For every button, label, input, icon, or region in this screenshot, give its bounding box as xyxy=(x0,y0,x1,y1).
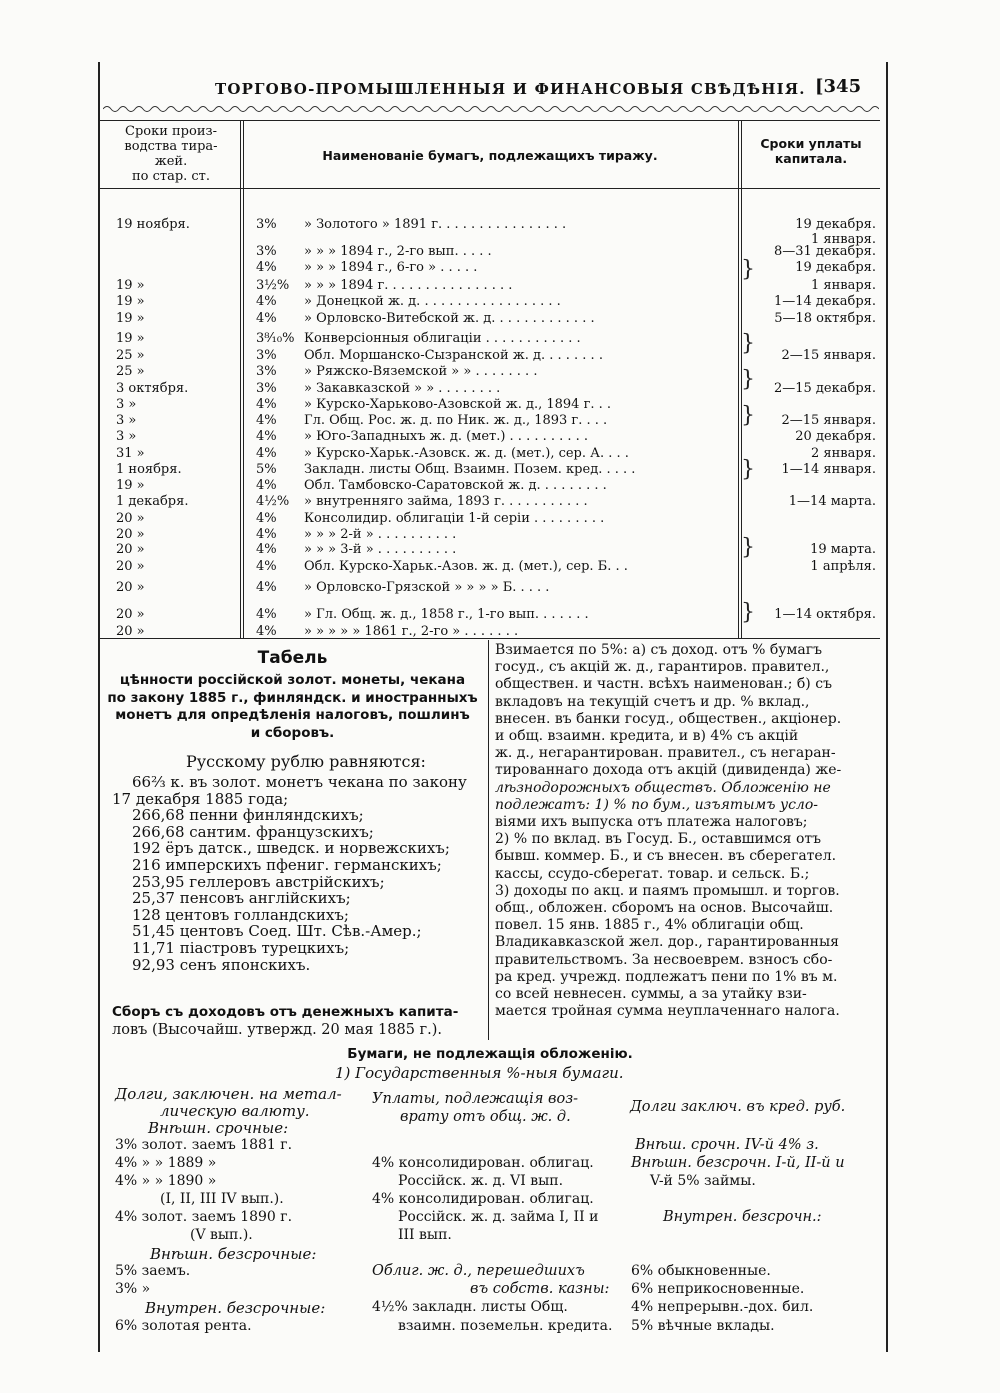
column-header-name: Наименованіе бумагъ, подлежащихъ тиражу. xyxy=(322,148,658,163)
row-security-name: » » » » » 1861 г., 2-го » . . . . . . . xyxy=(304,624,519,639)
paragraph-line: и общ. взаимн. кредита, и в) 4% съ акцій xyxy=(495,728,799,745)
column-header-dates: Сроки произ- водства тира- жей. по стар. ст. xyxy=(124,124,218,184)
table-row xyxy=(100,257,880,282)
row-security-name: » » » 1894 г., 2-го вып. . . . . xyxy=(304,244,492,259)
brace: } xyxy=(741,331,755,356)
row-percent: 3% xyxy=(256,364,277,379)
col2-line: Россійск. ж. д. VI вып. xyxy=(398,1173,564,1189)
row-security-name: » Курско-Харьково-Азовской ж. д., 1894 г. . . xyxy=(304,397,612,412)
paragraph-line: 2) % по вклад. въ Госуд. Б., оставшимся отъ xyxy=(495,831,822,848)
row-security-name: Закладн. листы Общ. Взаимн. Позем. кред. . . . . xyxy=(304,462,636,477)
row-date: 19 ноября. xyxy=(116,217,190,232)
row-payment-term: 1—14 марта. xyxy=(788,494,876,509)
tabel-item: 192 ёръ датск., шведск. и норвежскихъ; xyxy=(132,839,450,858)
row-payment-term: 19 марта. xyxy=(810,542,876,557)
col2-line: врату отъ общ. ж. д. xyxy=(400,1109,571,1125)
tabel-item: 253,95 геллеровъ австрійскихъ; xyxy=(132,872,385,891)
table-row xyxy=(100,494,880,512)
brace: } xyxy=(741,600,755,625)
col1-line: 4% золот. заемъ 1890 г. xyxy=(115,1209,293,1225)
row-percent: 4% xyxy=(256,580,277,595)
col3-line: 4% непрерывн.-дох. бил. xyxy=(631,1299,814,1315)
row-percent: 4% xyxy=(256,559,277,574)
row-percent: 4% xyxy=(256,511,277,526)
row-percent: 4% xyxy=(256,311,277,326)
row-percent: 3% xyxy=(256,348,277,363)
row-percent: 4% xyxy=(256,260,277,275)
row-security-name: » внутренняго займа, 1893 г. . . . . . . . . . . xyxy=(304,494,588,509)
row-security-name: » Орловско-Витебской ж. д. . . . . . . . . . . . . xyxy=(304,311,595,326)
col1-line: 6% золотая рента. xyxy=(115,1318,252,1334)
table-row xyxy=(100,580,880,598)
row-percent: 3% xyxy=(256,244,277,259)
brace: } xyxy=(741,257,755,282)
column-header-payment: Сроки уплаты капитала. xyxy=(760,136,862,166)
paragraph-line: госуд., съ акцій ж. д., гарантиров. правител., xyxy=(495,659,830,676)
col1-line: 4% » » 1889 » xyxy=(115,1155,217,1171)
page-number: [345 xyxy=(815,76,862,97)
paragraph-line: мается тройная сумма неуплаченнаго налога. xyxy=(495,1003,840,1020)
row-payment-term: 20 декабря. xyxy=(795,429,876,444)
bottom-subtitle: 1) Государственныя %-ныя бумаги. xyxy=(335,1064,624,1082)
row-payment-term: 1 января. xyxy=(811,232,876,247)
row-security-name: » Ряжско-Вяземской » » . . . . . . . . xyxy=(304,364,538,379)
running-header: ТОРГОВО-ПРОМЫШЛЕННЫЯ И ФИНАНСОВЫЯ СВѢДѢНІЯ. xyxy=(215,80,806,98)
row-security-name: Конверсіонныя облигаціи . . . . . . . . . . . . xyxy=(304,331,581,346)
row-date: 31 » xyxy=(116,446,145,461)
tabel-item: 216 имперскихъ пфениг. германскихъ; xyxy=(132,855,442,874)
row-security-name: » Орловско-Грязской » » » » Б. . . . . xyxy=(304,580,550,595)
row-percent: 3⁸⁄₁₀% xyxy=(256,331,295,346)
tabel-subtitle: цѣнности россійской золот. монеты, чекана по закону 1885 г., финляндск. и иностранныхъ монетъ для опредѣленія налоговъ, пошлинъ и сборовъ. xyxy=(107,672,478,741)
col3-line: Внутрен. безсрочн.: xyxy=(663,1209,822,1225)
row-date: 20 » xyxy=(116,511,145,526)
paragraph-line: бывш. коммер. Б., и съ внесен. въ сберегател. xyxy=(495,848,837,865)
row-percent: 5% xyxy=(256,462,277,477)
paragraph-line: обществен. и частн. всѣхъ наименован.; б) съ xyxy=(495,676,832,693)
row-date: 20 » xyxy=(116,607,145,622)
row-security-name: » » » 2-й » . . . . . . . . . . xyxy=(304,527,457,542)
row-security-name: » Золотого » 1891 г. . . . . . . . . . . . . . . . xyxy=(304,217,567,232)
row-percent: 4% xyxy=(256,542,277,557)
row-percent: 4% xyxy=(256,478,277,493)
col1-line: Внутрен. безсрочные: xyxy=(145,1299,326,1317)
row-percent: 4% xyxy=(256,607,277,622)
col2-line: въ собств. казны: xyxy=(470,1281,610,1297)
row-security-name: » Донецкой ж. д. . . . . . . . . . . . . . . . . . xyxy=(304,294,561,309)
row-date: 19 » xyxy=(116,331,145,346)
row-payment-term: 2—15 января. xyxy=(781,348,876,363)
row-payment-term: 1—14 декабря. xyxy=(773,294,876,309)
table-top-rule xyxy=(100,120,880,121)
col1-line: 3% » xyxy=(115,1281,151,1297)
row-percent: 4% xyxy=(256,294,277,309)
row-percent: 3% xyxy=(256,217,277,232)
row-date: 20 » xyxy=(116,624,145,639)
col1-line: Долги, заключен. на метал- xyxy=(115,1085,342,1103)
tabel-item: 11,71 піастровъ турецкихъ; xyxy=(132,938,350,957)
row-date: 19 » xyxy=(116,311,145,326)
tabel-item: 266,68 сантим. французскихъ; xyxy=(132,822,374,841)
col2-line: Уплаты, подлежащія воз- xyxy=(372,1091,579,1107)
tabel-item: 17 декабря 1885 года; xyxy=(112,789,289,808)
table-bottom-rule xyxy=(100,638,880,639)
brace: } xyxy=(741,535,755,560)
brace: } xyxy=(741,367,755,392)
table-row xyxy=(100,364,880,382)
table-row xyxy=(100,294,880,312)
tabel-title: Табель xyxy=(257,648,328,668)
tabel-item: 25,37 пенсовъ англійскихъ; xyxy=(132,889,351,908)
table-row xyxy=(100,311,880,329)
col1-line: 5% заемъ. xyxy=(115,1263,191,1279)
row-security-name: » » » 1894 г., 6-го » . . . . . xyxy=(304,260,478,275)
paragraph-line: вкладовъ на текущій счетъ и др. % вклад., xyxy=(495,693,810,710)
row-percent: 3½% xyxy=(256,278,290,293)
tabel-list xyxy=(112,774,484,973)
col3-line: Внѣш. срочн. IV-й 4% з. xyxy=(635,1137,819,1153)
row-payment-term: 8—31 декабря. xyxy=(773,244,876,259)
wavy-rule xyxy=(103,104,879,114)
row-payment-term: 1—14 января. xyxy=(781,462,876,477)
row-percent: 4% xyxy=(256,527,277,542)
row-payment-term: 19 декабря. xyxy=(795,217,876,232)
row-percent: 4% xyxy=(256,429,277,444)
col2-line: 4½% закладн. листы Общ. xyxy=(372,1299,568,1315)
col2-line: III вып. xyxy=(398,1227,452,1243)
sbor-tail: ловъ (Высочайш. утвержд. 20 мая 1885 г.). xyxy=(112,1022,443,1038)
paragraph-line: правительствомъ. За несвоеврем. взносъ сбо- xyxy=(495,951,833,968)
row-date: 20 » xyxy=(116,542,145,557)
tabel-item: 66⅔ к. въ золот. монетъ чекана по закону xyxy=(132,773,467,791)
paragraph-line: повел. 15 янв. 1885 г., 4% облигаціи общ. xyxy=(495,917,804,934)
tabel-item: 92,93 сенъ японскихъ. xyxy=(132,955,311,974)
table-row xyxy=(100,559,880,577)
col1-line: (I, II, III IV вып.). xyxy=(160,1191,284,1207)
row-security-name: » Закавказской » » . . . . . . . . xyxy=(304,381,501,396)
paragraph-line: подлежатъ: 1) % по бум., изъятымъ усло- xyxy=(495,796,818,813)
row-date: 19 » xyxy=(116,478,145,493)
brace: } xyxy=(741,403,755,428)
row-percent: 4% xyxy=(256,624,277,639)
paragraph-line: віями ихъ выпуска отъ платежа налоговъ; xyxy=(495,814,808,831)
row-security-name: Обл. Моршанско-Сызранской ж. д. . . . . . . . xyxy=(304,348,603,363)
paragraph-line: ра кред. учрежд. подлежатъ пени по 1% въ м. xyxy=(495,968,838,985)
row-date: 19 » xyxy=(116,294,145,309)
row-percent: 4½% xyxy=(256,494,290,509)
row-date: 25 » xyxy=(116,364,145,379)
row-percent: 4% xyxy=(256,397,277,412)
tabel-intro: Русскому рублю равняются: xyxy=(186,752,426,771)
tabel-item: 128 центовъ голландскихъ; xyxy=(132,905,349,924)
table-row xyxy=(100,429,880,447)
row-security-name: » » » 3-й » . . . . . . . . . . xyxy=(304,542,457,557)
col3-line: 6% неприкосновенные. xyxy=(631,1281,805,1297)
paragraph-line: ж. д., негарантирован. правител., съ негаран- xyxy=(495,745,836,762)
col2-line: Облиг. ж. д., перешедшихъ xyxy=(372,1263,585,1279)
row-payment-term: 1 января. xyxy=(811,278,876,293)
col1-line: 4% » » 1890 » xyxy=(115,1173,217,1189)
paragraph-line: кассы, ссудо-сберегат. товар. и сельск. Б.; xyxy=(495,865,810,882)
row-security-name: Обл. Курско-Харьк.-Азов. ж. д. (мет.), сер. Б. . . xyxy=(304,559,628,574)
row-date: 1 ноября. xyxy=(116,462,182,477)
tax-paragraph xyxy=(495,642,880,1020)
row-date: 20 » xyxy=(116,580,145,595)
col2-line: Россійск. ж. д. займа I, II и xyxy=(398,1209,599,1225)
table-header-rule xyxy=(100,188,880,189)
paragraph-line: общ., обложен. сборомъ на основ. Высочайш. xyxy=(495,900,834,917)
col1-line: Внѣшн. срочные: xyxy=(148,1119,289,1137)
paragraph-line: Взимается по 5%: а) съ доход. отъ % бумагъ xyxy=(495,642,823,658)
paragraph-line: лѣзнодорожныхъ обществъ. Обложенію не xyxy=(495,779,831,796)
row-security-name: Обл. Тамбовско-Саратовской ж. д. . . . . . . . . xyxy=(304,478,607,493)
table-row xyxy=(100,600,880,625)
row-security-name: » Гл. Общ. ж. д., 1858 г., 1-го вып. . . . . . . xyxy=(304,607,589,622)
col1-line: 3% золот. заемъ 1881 г. xyxy=(115,1137,293,1153)
row-security-name: » Курско-Харьк.-Азовск. ж. д. (мет.), сер. А. . . . xyxy=(304,446,629,461)
paragraph-line: со всей невнесен. суммы, а за утайку взи- xyxy=(495,986,807,1003)
col1-line: Внѣшн. безсрочные: xyxy=(150,1245,317,1263)
tabel-item: 51,45 центовъ Соед. Шт. Сѣв.-Амер.; xyxy=(132,922,422,941)
row-date: 3 октября. xyxy=(116,381,189,396)
row-date: 1 декабря. xyxy=(116,494,189,509)
col3-line: Внѣшн. безсрочн. I-й, II-й и xyxy=(631,1155,845,1171)
col2-line: взаимн. поземельн. кредита. xyxy=(398,1318,613,1334)
paragraph-line: Владикавказской жел. дор., гарантированныя xyxy=(495,934,839,951)
row-percent: 4% xyxy=(256,413,277,428)
row-date: 3 » xyxy=(116,429,137,444)
col3-line: Долги заключ. въ кред. руб. xyxy=(630,1099,846,1115)
sbor-title: Сборъ съ доходовъ отъ денежныхъ капита- xyxy=(112,1004,459,1020)
row-percent: 3% xyxy=(256,381,277,396)
row-payment-term: 5—18 октября. xyxy=(774,311,876,326)
tabel-item: 266,68 пенни финляндскихъ; xyxy=(132,806,364,825)
row-payment-term: 2—15 января. xyxy=(781,413,876,428)
col1-line: (V вып.). xyxy=(190,1227,253,1243)
row-security-name: Консолидир. облигаціи 1-й серіи . . . . . . . . . xyxy=(304,511,605,526)
row-date: 3 » xyxy=(116,413,137,428)
table-row xyxy=(100,535,880,560)
row-date: 3 » xyxy=(116,397,137,412)
table-row xyxy=(100,624,880,642)
brace: } xyxy=(741,457,755,482)
paragraph-line: тированнаго дохода отъ акцій (дивиденда) же- xyxy=(495,762,842,779)
row-security-name: » Юго-Западныхъ ж. д. (мет.) . . . . . . . . . . xyxy=(304,429,589,444)
row-payment-term: 2 января. xyxy=(811,446,876,461)
row-payment-term: 19 декабря. xyxy=(795,260,876,275)
col3-line: 5% вѣчные вклады. xyxy=(631,1318,775,1334)
row-date: 20 » xyxy=(116,559,145,574)
paragraph-line: 3) доходы по акц. и паямъ промышл. и торгов. xyxy=(495,882,840,899)
column-divider xyxy=(488,640,489,1040)
col1-line: лическую валюту. xyxy=(160,1102,310,1120)
row-percent: 4% xyxy=(256,446,277,461)
row-date: 19 » xyxy=(116,278,145,293)
col3-line: V-й 5% займы. xyxy=(650,1173,756,1189)
paragraph-line: внесен. въ банки госуд., обществен., акціонер. xyxy=(495,710,842,727)
table-row xyxy=(100,331,880,349)
bottom-title: Бумаги, не подлежащія обложенію. xyxy=(347,1046,633,1062)
row-payment-term: 2—15 декабря. xyxy=(773,381,876,396)
row-security-name: Гл. Общ. Рос. ж. д. по Ник. ж. д., 1893 г. . . . xyxy=(304,413,608,428)
row-date: 20 » xyxy=(116,527,145,542)
col2-line: 4% консолидирован. облигац. xyxy=(372,1155,594,1171)
col3-line: 6% обыкновенные. xyxy=(631,1263,771,1279)
col2-line: 4% консолидирован. облигац. xyxy=(372,1191,594,1207)
row-date: 25 » xyxy=(116,348,145,363)
row-security-name: » » » 1894 г. . . . . . . . . . . . . . . . xyxy=(304,278,513,293)
row-payment-term: 1 апрѣля. xyxy=(810,559,876,574)
row-payment-term: 1—14 октября. xyxy=(774,607,876,622)
